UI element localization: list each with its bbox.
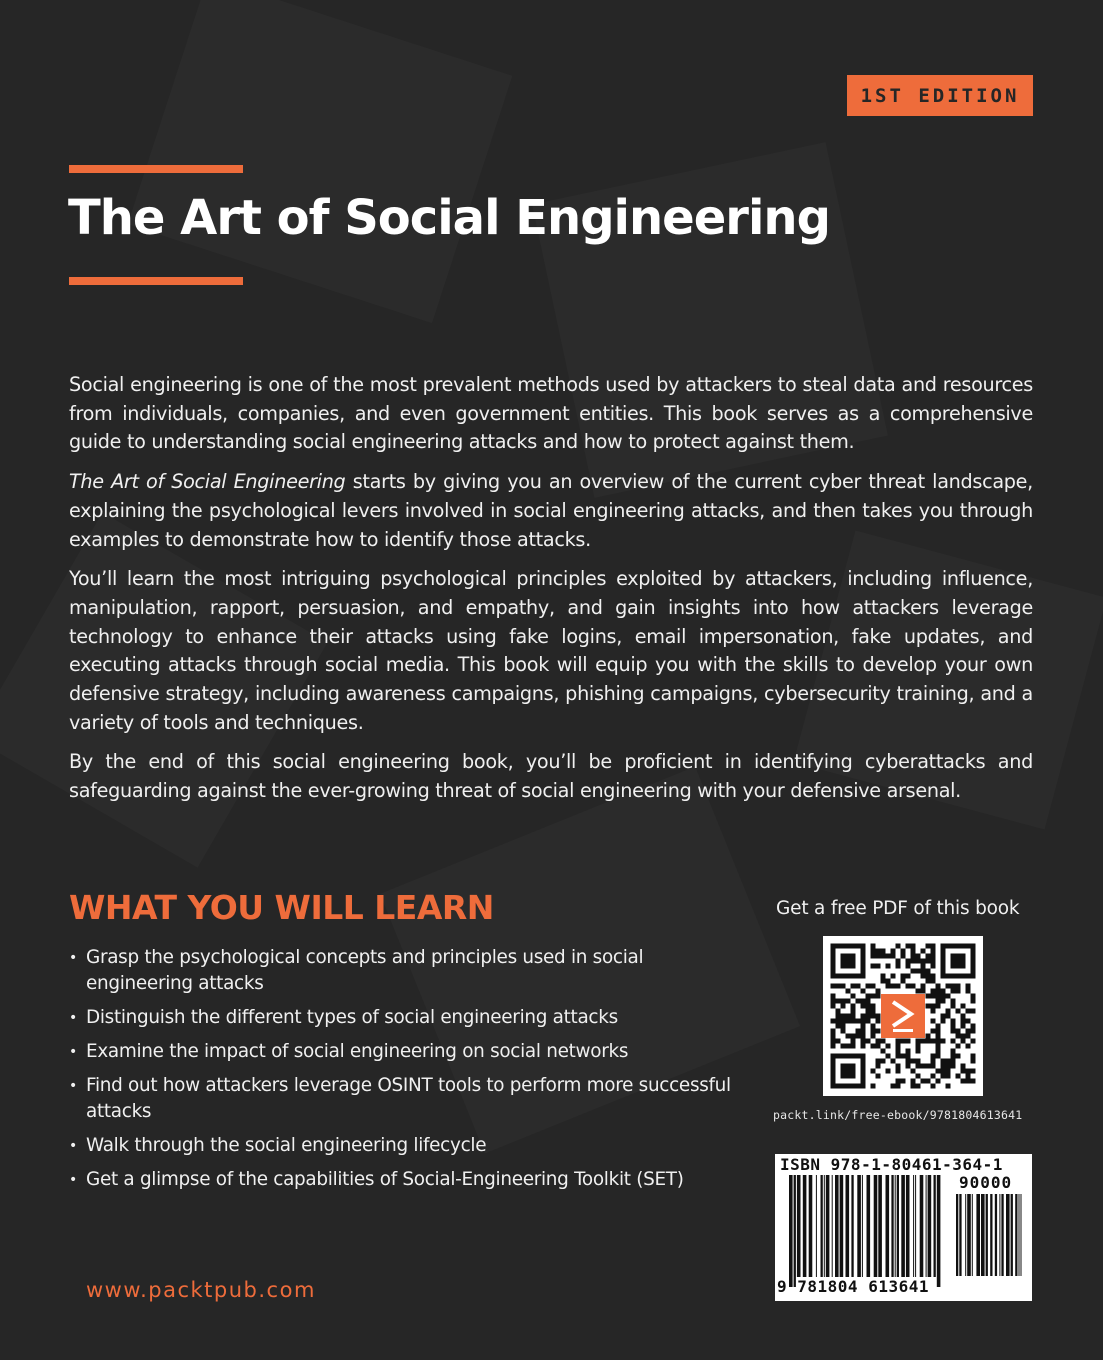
barcode-bar [867,1175,871,1277]
barcode-bar [835,1175,839,1277]
barcode-bar [934,1175,936,1277]
book-title-italic: The Art of Social Engineering [69,470,346,494]
learn-list [69,945,739,1201]
barcode-bar [874,1175,878,1277]
barcode-bar [821,1175,823,1277]
edition-badge: 1ST EDITION [847,75,1033,116]
barcode-bar [789,1175,793,1287]
barcode-bar [1021,1194,1022,1276]
title-top-rule [69,165,243,173]
barcode-bar [981,1194,985,1276]
barcode-bar [906,1175,910,1277]
barcode-bar [797,1175,801,1277]
barcode-bar [895,1175,896,1277]
barcode-bar [840,1175,844,1277]
description-paragraph: Social engineering is one of the most prevalent methods used by attackers to steal data and resources from individuals, companies, and even government entities. This book serves as a comprehensive guide to understanding social engineering attacks and how to protect against them. [69,373,1033,454]
barcode-bar [920,1175,924,1277]
barcode-bar [794,1175,796,1287]
description-paragraph: The Art of Social Engineering starts by giving you an overview of the current cyber threat landscape, explaining the psychological levers involved in social engineering attacks, and then takes you through examples to demonstrate how to identify those attacks. [69,470,1033,551]
barcode-bar [995,1194,997,1276]
barcode-bar [915,1175,916,1277]
title-bottom-rule [69,277,243,285]
barcode-bar [1006,1194,1010,1276]
barcode-bar [990,1194,992,1276]
barcode-bar [926,1175,927,1277]
barcode-digits: 9 781804 613641 [777,1277,929,1296]
barcode-bar [986,1194,988,1276]
book-title: The Art of Social Engineering [68,190,830,246]
barcode-bars [789,1175,949,1287]
barcode-bar [826,1175,830,1277]
isbn-label: ISBN 978-1-80461-364-1 [780,1155,1003,1174]
description-paragraph: You’ll learn the most intriguing psychological principles exploited by attackers, including influence, manipulation, rapport, persuasion, and empathy, and gain insights into how attackers leverage technology to enhance their attacks using fake logins, email impersonation, fake updates, and executing attacks through social media. This book will equip you with the skills to develop your own defensive strategy, including awareness campaigns, phishing campaigns, cybersecurity training, and a variety of tools and techniques. [69,567,1033,734]
price-barcode-bars [956,1194,1026,1286]
barcode-bar [1019,1194,1020,1276]
learn-item: • Find out how attackers leverage OSINT tools to perform more successful attacks [69,1073,739,1125]
background-shape [128,0,513,323]
learn-heading: WHAT YOU WILL LEARN [69,888,494,927]
barcode-bar [851,1175,853,1277]
learn-item: • Grasp the psychological concepts and principles used in social engineering attacks [69,945,739,997]
barcode-bar [972,1194,973,1276]
book-description [69,371,1033,817]
free-pdf-label: Get a free PDF of this book [776,898,1020,919]
barcode-bar [897,1175,899,1277]
qr-finder-pattern [941,944,976,979]
barcode-bar [1011,1194,1013,1276]
barcode-bar [1015,1194,1017,1276]
isbn-barcode [775,1154,1032,1301]
barcode-bar [913,1175,914,1277]
qr-code-graphic [823,936,983,1096]
barcode-bar [999,1194,1000,1276]
barcode-bar [959,1194,961,1276]
barcode-bar [857,1175,861,1277]
barcode-bar [956,1194,958,1276]
barcode-bar [824,1175,825,1277]
barcode-bar [965,1194,966,1276]
barcode-bar [809,1175,813,1277]
learn-item: • Examine the impact of social engineering on social networks [69,1039,739,1065]
barcode-bar [862,1175,863,1277]
barcode-bar [891,1175,893,1277]
barcode-bar [1001,1194,1003,1276]
website-link[interactable]: www.packtpub.com [86,1278,316,1302]
qr-finder-pattern [831,944,866,979]
price-code: 90000 [959,1173,1013,1192]
barcode-bar [976,1194,980,1276]
barcode-bar [832,1175,833,1277]
barcode-bar [816,1175,817,1277]
learn-item: • Distinguish the different types of social engineering attacks [69,1005,739,1031]
barcode-bar [928,1175,932,1277]
qr-finder-pattern [831,1054,866,1089]
qr-code[interactable] [823,936,983,1096]
learn-item: • Get a glimpse of the capabilities of Social-Engineering Toolkit (SET) [69,1167,739,1193]
barcode-bar [937,1175,941,1287]
free-ebook-link[interactable]: packt.link/free-ebook/9781804613641 [773,1108,1023,1122]
description-paragraph: By the end of this social engineering book, you’ll be proficient in identifying cyberattacks and safeguarding against the ever-growing threat of social engineering with your defensive arsenal. [69,750,1033,803]
barcode-bar [803,1175,807,1277]
barcode-bar [901,1175,905,1277]
barcode-bar [886,1175,890,1277]
barcode-bar [846,1175,850,1277]
barcode-bar [878,1175,882,1277]
learn-item: • Walk through the social engineering lifecycle [69,1133,739,1159]
barcode-bar [967,1194,971,1276]
